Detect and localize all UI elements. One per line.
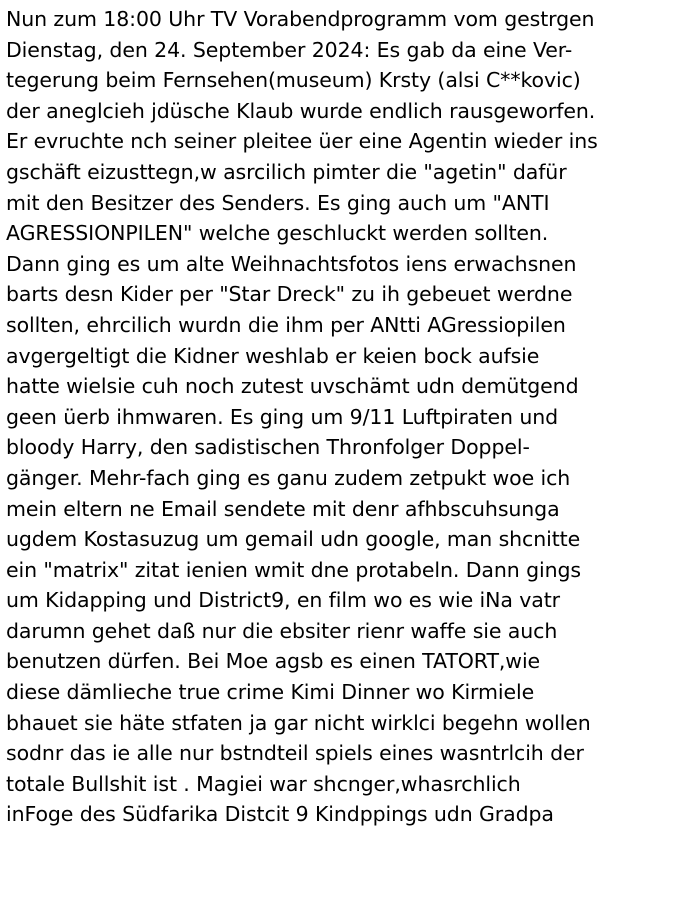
text-line: inFoge des Südfarika Distcit 9 Kindppings udn Gradpa [6, 802, 554, 827]
text-line: diese dämlieche true crime Kimi Dinner wo Kirmiele [6, 680, 535, 705]
text-line: gschäft eizusttegn,w asrcilich pimter die "agetin" dafür [6, 159, 567, 184]
text-line: sollten, ehrcilich wurdn die ihm per ANtti AGressiopilen [6, 312, 566, 337]
text-line: totale Bullshit ist . Magiei war shcnger,whasrchlich [6, 771, 521, 796]
text-line: mit den Besitzer des Senders. Es ging auch um "ANTI [6, 190, 550, 215]
text-line: sodnr das ie alle nur bstndteil spiels eines wasntrlcih der [6, 741, 584, 766]
text-line: geen üerb ihmwaren. Es ging um 9/11 Luftpiraten und [6, 404, 559, 429]
text-line: bhauet sie häte stfaten ja gar nicht wirklci begehn wollen [6, 710, 591, 735]
text-line: gänger. Mehr-fach ging es ganu zudem zetpukt woe ich [6, 465, 571, 490]
text-line: avgergeltigt die Kidner weshlab er keien bock aufsie [6, 343, 540, 368]
text-line: darumn gehet daß nur die ebsiter rienr waffe sie auch [6, 618, 558, 643]
text-line: Nun zum 18:00 Uhr TV Vorabendprogramm vom gestrgen [6, 7, 595, 31]
text-line: ein "matrix" zitat ienien wmit dne protabeln. Dann gings [6, 557, 581, 582]
text-line: Er evruchte nch seiner pleitee üer eine Agentin wieder ins [6, 129, 598, 154]
text-line: Dann ging es um alte Weihnachtsfotos iens erwachsnen [6, 251, 577, 276]
text-line: AGRESSIONPILEN" welche geschluckt werden sollten. [6, 221, 549, 246]
text-line: tegerung beim Fernsehen(museum) Krsty (alsi C**kovic) [6, 68, 581, 93]
text-line: hatte wielsie cuh noch zutest uvschämt udn demütgend [6, 374, 579, 399]
text-line: um Kidapping und District9, en film wo es wie iNa vatr [6, 588, 560, 613]
text-line: der aneglcieh jdüsche Klaub wurde endlich rausgeworfen. [6, 98, 596, 123]
text-line: ugdem Kostasuzug um gemail udn google, man shcnitte [6, 527, 581, 552]
document-text [6, 4, 684, 830]
text-line: mein eltern ne Email sendete mit denr afhbscuhsunga [6, 496, 560, 521]
text-line: bloody Harry, den sadistischen Thronfolger Doppel- [6, 435, 530, 460]
text-line: benutzen dürfen. Bei Moe agsb es einen TATORT,wie [6, 649, 541, 674]
text-line: barts desn Kider per "Star Dreck" zu ih gebeuet werdne [6, 282, 573, 307]
text-line: Dienstag, den 24. September 2024: Es gab da eine Ver- [6, 37, 573, 62]
